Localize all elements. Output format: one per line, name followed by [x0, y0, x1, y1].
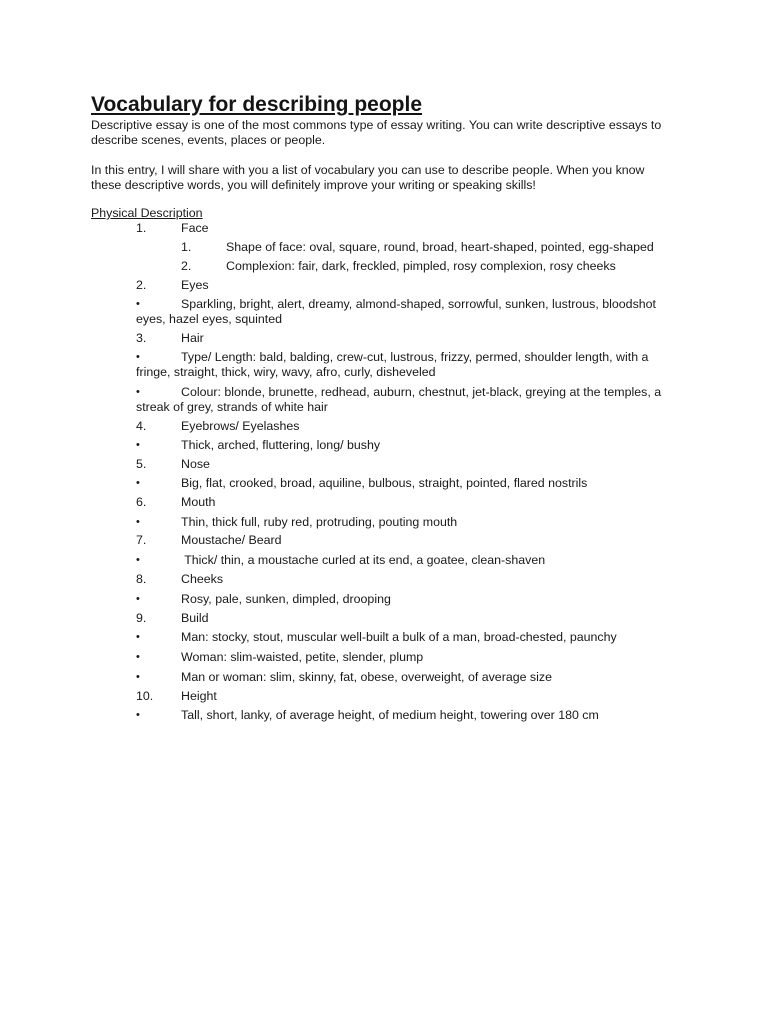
bullet-glyph: •: [136, 651, 140, 663]
bullet-glyph: •: [136, 631, 140, 643]
item-number: 1.: [136, 221, 147, 235]
intro-paragraph-1: [91, 118, 691, 148]
intro-1-line-1: Descriptive essay is one of the most commons type of essay writing. You can write descriptive essays to: [91, 118, 662, 132]
bullet-text: Thick/ thin, a moustache curled at its end, a goatee, clean-shaven: [181, 553, 546, 567]
item-label: Moustache/ Beard: [181, 533, 282, 547]
item-number: 8.: [136, 572, 147, 586]
item-number: 5.: [136, 457, 147, 471]
item-label: Mouth: [181, 495, 216, 509]
bullet-glyph: •: [136, 477, 140, 489]
item-number: 9.: [136, 611, 147, 625]
bullet-text: Thick, arched, fluttering, long/ bushy: [181, 438, 381, 452]
item-number: 2.: [136, 278, 147, 292]
bullet-text-line-2: fringe, straight, thick, wiry, wavy, afro, curly, disheveled: [136, 365, 436, 379]
item-label: Nose: [181, 457, 210, 471]
intro-1-line-2: describe scenes, events, places or people.: [91, 133, 326, 147]
bullet-text: Tall, short, lanky, of average height, of medium height, towering over 180 cm: [181, 708, 599, 722]
item-number: 7.: [136, 533, 147, 547]
bullet-text: Woman: slim-waisted, petite, slender, plump: [181, 650, 424, 664]
sub-item-text: Complexion: fair, dark, freckled, pimpled, rosy complexion, rosy cheeks: [226, 259, 616, 273]
bullet-text: [136, 350, 696, 380]
bullet-glyph: •: [136, 516, 140, 528]
bullet-text-line-2: streak of grey, strands of white hair: [136, 400, 328, 414]
item-label: Height: [181, 689, 217, 703]
item-label: Eyes: [181, 278, 209, 292]
bullet-text-line-1: Sparkling, bright, alert, dreamy, almond-shaped, sorrowful, sunken, lustrous, bloodshot: [181, 297, 656, 311]
bullet-text: Man or woman: slim, skinny, fat, obese, overweight, of average size: [181, 670, 552, 684]
sub-item-text: Shape of face: oval, square, round, broad, heart-shaped, pointed, egg-shaped: [226, 240, 654, 254]
intro-paragraph-2: [91, 163, 691, 193]
bullet-glyph: •: [136, 439, 140, 451]
bullet-text-line-2: eyes, hazel eyes, squinted: [136, 312, 283, 326]
item-number: 6.: [136, 495, 147, 509]
bullet-glyph: •: [136, 351, 140, 363]
sub-item-number: 1.: [181, 240, 192, 254]
item-label: Build: [181, 611, 209, 625]
bullet-glyph: •: [136, 671, 140, 683]
bullet-text: Rosy, pale, sunken, dimpled, drooping: [181, 592, 391, 606]
bullet-glyph: •: [136, 298, 140, 310]
bullet-glyph: •: [136, 709, 140, 721]
item-label: Eyebrows/ Eyelashes: [181, 419, 300, 433]
bullet-text-line-1: Colour: blonde, brunette, redhead, auburn, chestnut, jet-black, greying at the temples, a: [181, 385, 662, 399]
bullet-text-line-1: Type/ Length: bald, balding, crew-cut, lustrous, frizzy, permed, shoulder length, with a: [181, 350, 649, 364]
section-heading: Physical Description: [91, 206, 203, 220]
page-title: Vocabulary for describing people: [91, 93, 423, 116]
bullet-text: Thin, thick full, ruby red, protruding, pouting mouth: [181, 515, 458, 529]
item-label: Face: [181, 221, 209, 235]
intro-2-line-1: In this entry, I will share with you a list of vocabulary you can use to describe people. When you know: [91, 163, 645, 177]
bullet-text: Big, flat, crooked, broad, aquiline, bulbous, straight, pointed, flared nostrils: [181, 476, 588, 490]
item-number: 10.: [136, 689, 154, 703]
item-label: Hair: [181, 331, 204, 345]
item-number: 4.: [136, 419, 147, 433]
sub-item-number: 2.: [181, 259, 192, 273]
bullet-text: Man: stocky, stout, muscular well-built a bulk of a man, broad-chested, paunchy: [181, 630, 617, 644]
intro-2-line-2: these descriptive words, you will definitely improve your writing or speaking skills!: [91, 178, 536, 192]
bullet-glyph: •: [136, 554, 140, 566]
item-number: 3.: [136, 331, 147, 345]
bullet-text: [136, 385, 696, 415]
bullet-glyph: •: [136, 386, 140, 398]
item-label: Cheeks: [181, 572, 224, 586]
bullet-glyph: •: [136, 593, 140, 605]
bullet-text: [136, 297, 696, 327]
